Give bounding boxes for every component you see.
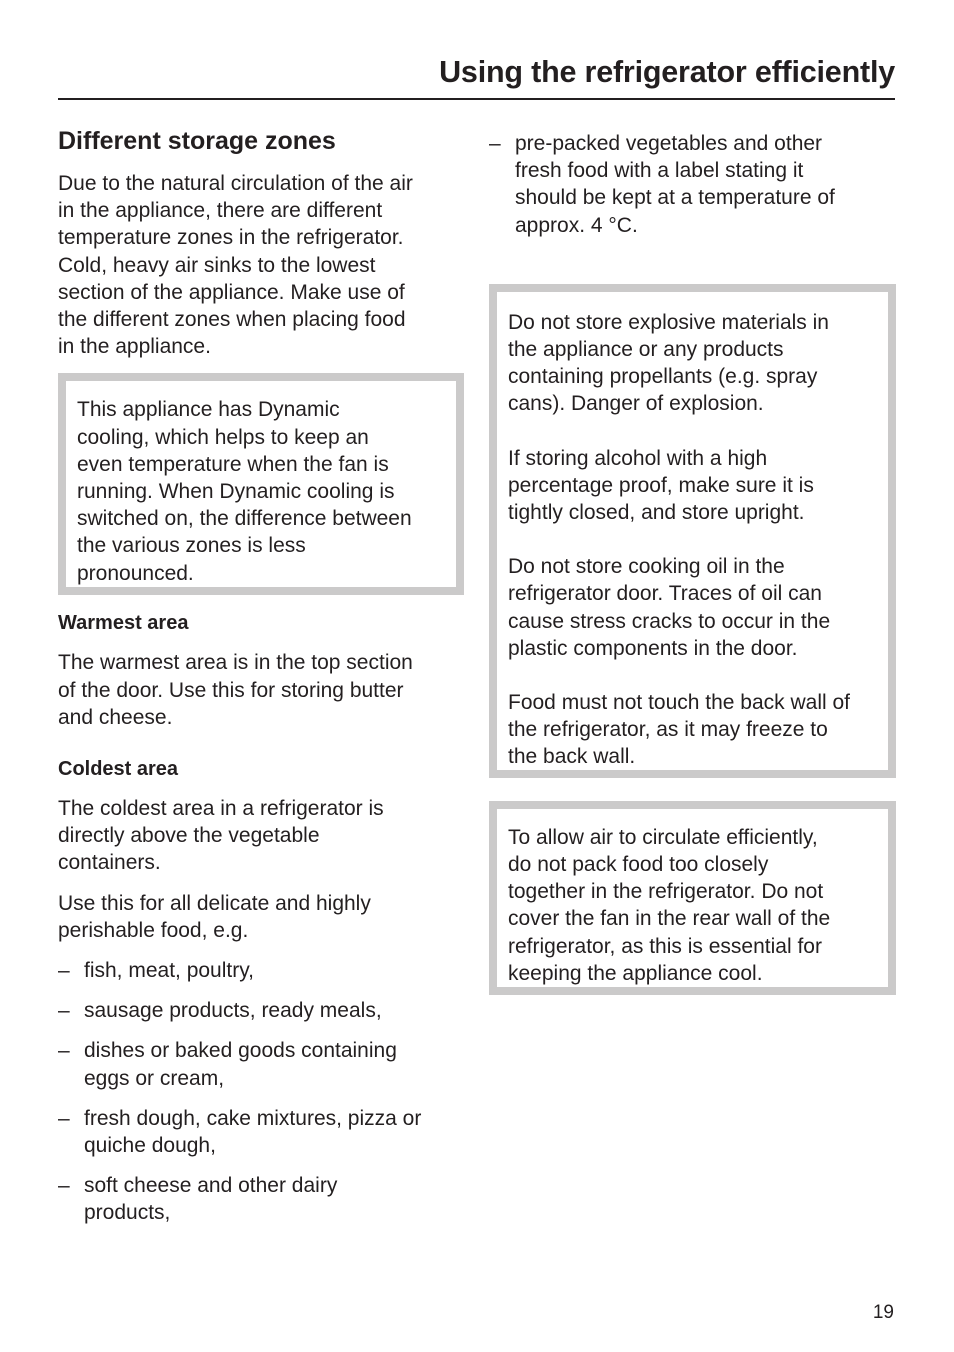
list-item: – fish, meat, poultry, [58, 957, 468, 984]
list-item: – sausage products, ready meals, [58, 997, 468, 1024]
list-item: – soft cheese and other dairy products, [58, 1172, 468, 1226]
right-column [489, 130, 899, 995]
page-title: Using the refrigerator efficiently [439, 55, 895, 89]
warning-alcohol: If storing alcohol with a high percentage proof, make sure it is tightly closed, and store upright. [508, 446, 814, 525]
warning-back-wall: Food must not touch the back wall of the refrigerator, as it may freeze to the back wall. [508, 691, 851, 769]
coldest-area-heading: Coldest area [58, 758, 179, 781]
page-header [58, 50, 895, 100]
warning-cooking-oil: Do not store cooking oil in the refrigerator door. Traces of oil can cause stress cracks to occur in the plastic components in the door. [508, 555, 831, 660]
list-item: – pre-packed vegetables and other fresh food with a label stating it should be kept at a temperature of approx. 4 °C. [489, 130, 899, 239]
safety-warning-box [489, 284, 896, 778]
coldest-area-text: The coldest area in a refrigerator is directly above the vegetable containers. [58, 797, 384, 875]
left-column [58, 126, 468, 1240]
warmest-area-heading: Warmest area [58, 612, 189, 635]
list-item: – dishes or baked goods containing eggs or cream, [58, 1037, 468, 1091]
dynamic-cooling-note [58, 373, 464, 595]
intro-paragraph: Due to the natural circulation of the air in the appliance, there are different temperature zones in the refrigerator. Cold, heavy air sinks to the lowest section of the appliance. Make use of the different zones when placing food in the appliance. [58, 172, 413, 359]
page-number: 19 [872, 1302, 894, 1323]
air-circulation-text: To allow air to circulate efficiently, do not pack food too closely together in the refrigerator. Do not cover the fan in the rear wall of the refrigerator, as this is essential for keeping the appliance cool. [508, 825, 831, 985]
coldest-food-list-continued [489, 130, 899, 239]
dynamic-cooling-text: This appliance has Dynamic cooling, which helps to keep an even temperature when the fan is running. When Dynamic cooling is switched on, the difference between the various zones is less pronounced. [77, 398, 412, 585]
coldest-area-usage: Use this for all delicate and highly perishable food, e.g. [58, 891, 371, 942]
coldest-food-list [58, 957, 468, 1227]
list-item: – fresh dough, cake mixtures, pizza or quiche dough, [58, 1105, 468, 1159]
air-circulation-tip-box [489, 801, 896, 995]
warmest-area-text: The warmest area is in the top section of the door. Use this for storing butter and cheese. [58, 651, 413, 729]
section-heading: Different storage zones [58, 127, 336, 155]
warning-explosive: Do not store explosive materials in the appliance or any products containing propellants (e.g. spray cans). Danger of explosion. [508, 310, 829, 416]
